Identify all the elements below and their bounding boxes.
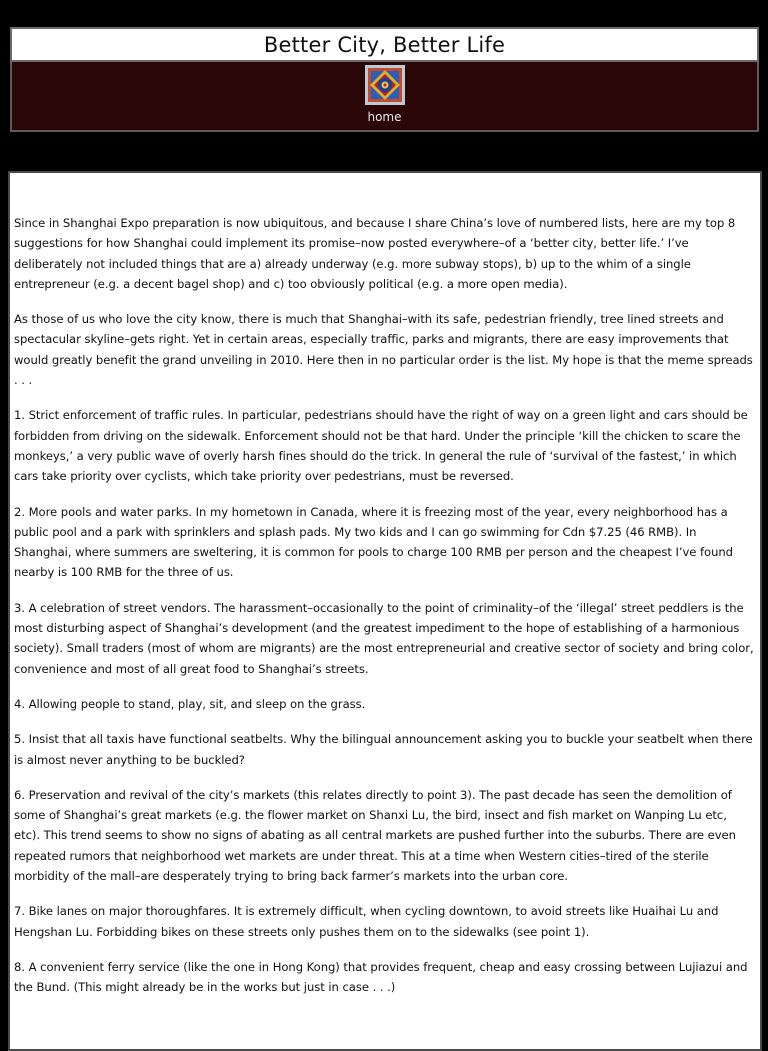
site-title-bar (10, 27, 759, 62)
article-paragraph: Since in Shanghai Expo preparation is now ubiquitous, and because I share China’s love of numbered lists, here are my top 8 suggestions for how Shanghai could implement its promise–now posted everywhere–of a ‘better city, better life.’ I’ve deliberately not included things that are a) already underway (e.g. more subway stops), b) up to the whim of a single entrepreneur (e.g. a decent bagel shop) and c) too obviously political (e.g. a more open media). (14, 216, 736, 291)
home-link[interactable]: home (367, 110, 402, 124)
list-item: 8. A convenient ferry service (like the one in Hong Kong) that provides frequent, cheap and easy crossing between Lujiazui and the Bund. (This might already be in the works but just in case . . .) (14, 959, 748, 995)
list-item: 1. Strict enforcement of traffic rules. In particular, pedestrians should have the right of way on a green light and cars should be forbidden from driving on the sidewalk. Enforcement should not be that hard. Under the principle ‘kill the chicken to scare the monkeys,’ a very public wave of overly harsh fines should do the trick. In general the rule of ‘survival of the fastest,’ in which cars take priority over cyclists, which take priority over pedestrians, must be reversed. (14, 408, 748, 484)
mandala-logo-icon[interactable] (365, 65, 405, 105)
article-body (8, 171, 762, 1051)
list-item: 5. Insist that all taxis have functional seatbelts. Why the bilingual announcement asking you to buckle your seatbelt when there is almost never anything to be buckled? (14, 732, 753, 767)
site-nav (10, 62, 759, 132)
list-item: 4. Allowing people to stand, play, sit, and sleep on the grass. (14, 696, 366, 711)
list-item: 3. A celebration of street vendors. The harassment–occasionally to the point of criminality–of the ‘illegal’ street peddlers is the most disturbing aspect of Shanghai’s development (and the greatest impediment to the hope of establishing of a harmonious society). Small traders (most of whom are migrants) are the most entrepreneurial and creative sector of society and bring color, convenience and most of all great food to Shanghai’s streets. (14, 600, 754, 676)
list-item: 6. Preservation and revival of the city’s markets (this relates directly to point 3). The past decade has seen the demolition of some of Shanghai’s great markets (e.g. the flower market on Shanxi Lu, the bird, insect and fish market on Wanping Lu etc, etc). This trend seems to show no signs of abating as all central markets are pushed further into the suburbs. There are even repeated rumors that neighborhood wet markets are under threat. This at a time when Western cities–tired of the sterile morbidity of the mall–are desperately trying to bring back farmer’s markets into the urban core. (14, 787, 736, 884)
list-item: 2. More pools and water parks. In my hometown in Canada, where it is freezing most of the year, every neighborhood has a public pool and a park with sprinklers and splash pads. My two kids and I can go swimming for Cdn $7.25 (46 RMB). In Shanghai, where summers are sweltering, it is common for pools to charge 100 RMB per person and the cheapest I’ve found nearby is 100 RMB for the three of us. (14, 504, 733, 580)
article-paragraph: As those of us who love the city know, there is much that Shanghai–with its safe, pedestrian friendly, tree lined streets and spectacular skyline–gets right. Yet in certain areas, especially traffic, parks and migrants, there are easy improvements that would greatly benefit the grand unveiling in 2010. Here then in no particular order is the list. My hope is that the meme spreads . . . (14, 312, 753, 388)
site-title: Better City, Better Life (263, 32, 506, 57)
list-item: 7. Bike lanes on major thoroughfares. It is extremely difficult, when cycling downtown, to avoid streets like Huaihai Lu and Hengshan Lu. Forbidding bikes on these streets only pushes them on to the sidewalks (see point 1). (14, 904, 719, 939)
